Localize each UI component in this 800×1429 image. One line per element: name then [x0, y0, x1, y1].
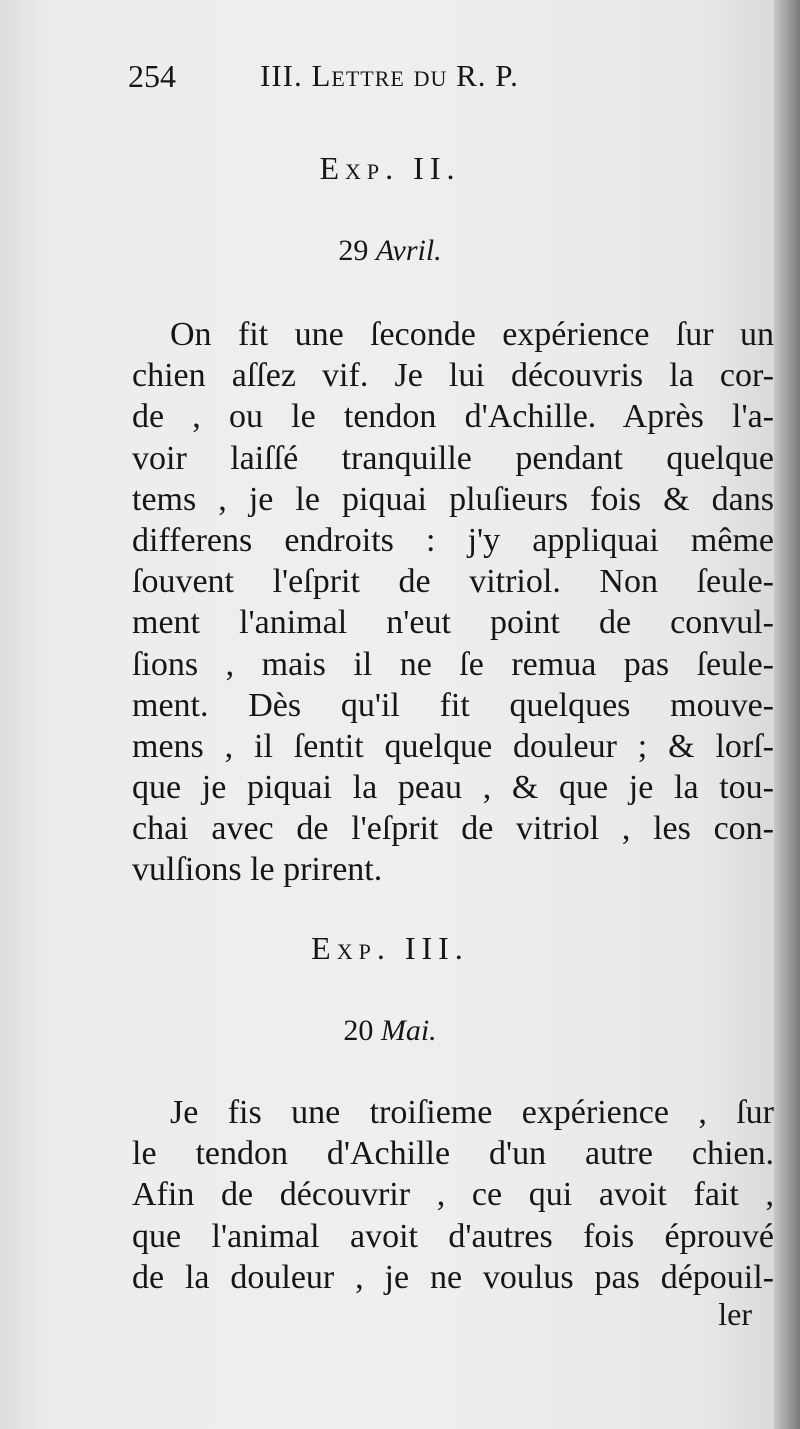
experiment-3-title: Exp. III.	[311, 930, 469, 966]
text-line: vulſions le prirent.	[132, 851, 383, 889]
text-line: differens endroits : j'y appliquai même	[132, 521, 774, 559]
text-line: ment. Dès qu'il fit quelques mouve-	[132, 686, 774, 724]
catchword: ler	[718, 1296, 752, 1332]
text-line: chien aſſez vif. Je lui découvris la cor-	[132, 357, 774, 395]
text-line: que je piquai la peau , & que je la tou-	[132, 769, 774, 807]
text-line: de la douleur , je ne voulus pas dépouil-	[132, 1258, 774, 1296]
text-line: le tendon d'Achille d'un autre chien.	[132, 1135, 774, 1173]
text-line: Afin de découvrir , ce qui avoit fait ,	[132, 1176, 774, 1214]
text-line: que l'animal avoit d'autres fois éprouvé	[132, 1217, 774, 1255]
text-line: Je fis une troiſieme expérience , ſur	[170, 1094, 774, 1131]
text-line: voir laiſſé tranquille pendant quelque	[132, 439, 774, 477]
text-line: ſouvent l'eſprit de vitriol. Non ſeule-	[132, 563, 774, 601]
text-line: de , ou le tendon d'Achille. Après l'a-	[132, 398, 774, 436]
page-header	[128, 58, 648, 104]
page-number: 254	[128, 58, 176, 94]
text-line: mens , il ſentit quelque douleur ; & lorſ-	[132, 727, 774, 765]
date-day: 29	[338, 234, 369, 267]
experiment-2-title: Exp. II.	[319, 150, 461, 186]
experiment-2-date	[0, 234, 780, 268]
date-day: 20	[343, 1014, 374, 1047]
running-head: III. Lettre du R. P.	[260, 58, 519, 93]
experiment-2-text	[132, 314, 774, 891]
text-line: On fit une ſeconde expérience ſur un	[170, 316, 774, 353]
date-month: Avril.	[375, 234, 442, 267]
experiment-3-text	[132, 1092, 774, 1298]
text-line: chai avec de l'eſprit de vitriol , les con-	[132, 810, 774, 848]
text-line: tems , je le piquai pluſieurs fois & dans	[132, 480, 774, 518]
text-line: ſions , mais il ne ſe remua pas ſeule-	[132, 645, 774, 683]
experiment-3-date	[0, 1014, 780, 1048]
date-month: Mai.	[380, 1014, 437, 1047]
text-line: ment l'animal n'eut point de convul-	[132, 604, 774, 642]
page-edge-shadow	[774, 0, 800, 1429]
